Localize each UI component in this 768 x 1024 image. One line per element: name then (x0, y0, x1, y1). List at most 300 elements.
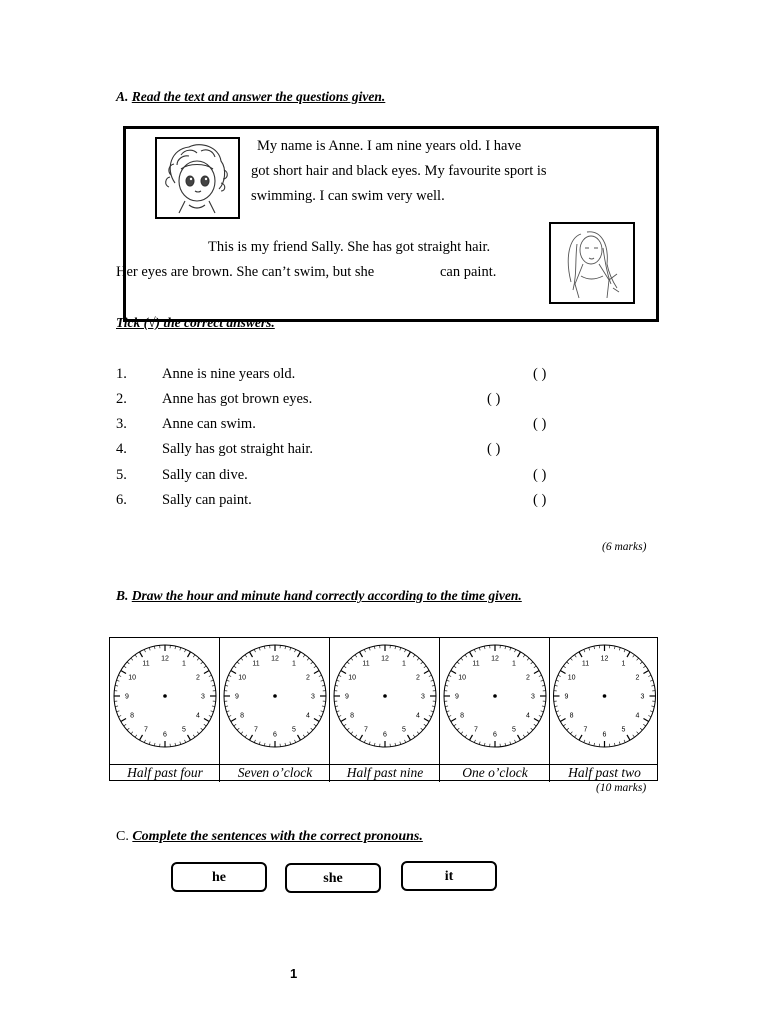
clock-numeral: 4 (525, 712, 530, 720)
minute-tick (226, 680, 229, 681)
minute-tick (127, 662, 129, 664)
minute-tick (431, 680, 434, 681)
clock-numeral: 5 (182, 726, 186, 734)
minute-tick (594, 646, 595, 649)
minute-tick (542, 706, 545, 707)
minute-tick (335, 685, 338, 686)
minute-tick (254, 649, 255, 652)
minute-tick (484, 646, 485, 649)
minute-tick (175, 743, 176, 746)
hour-tick (231, 671, 236, 674)
hour-tick (627, 735, 630, 740)
minute-tick (355, 735, 357, 737)
clock-numeral: 6 (493, 731, 497, 739)
story-line-1: My name is Anne. I am nine years old. I have (257, 138, 522, 154)
minute-tick (226, 711, 229, 712)
hour-tick (424, 719, 429, 722)
hour-tick (470, 652, 473, 657)
clock-numeral: 6 (602, 731, 607, 739)
minute-tick (154, 743, 155, 746)
minute-tick (374, 646, 375, 649)
clock-numeral: 12 (161, 655, 169, 663)
clock-numeral: 5 (621, 726, 626, 734)
minute-tick (144, 740, 145, 743)
answer-bracket[interactable]: ( ) (487, 391, 501, 407)
clock-numeral: 9 (345, 693, 349, 701)
clock-cell (110, 638, 220, 782)
minute-tick (285, 743, 286, 746)
minute-tick (351, 732, 353, 734)
hour-tick (451, 671, 456, 674)
minute-tick (131, 732, 133, 734)
clock-numeral: 10 (238, 674, 246, 682)
clock-numeral: 7 (254, 726, 258, 734)
clock-numeral: 6 (383, 731, 387, 739)
minute-tick (201, 728, 203, 730)
minute-tick (264, 743, 265, 746)
minute-tick (563, 724, 565, 726)
minute-tick (624, 740, 625, 743)
clock-numeral: 9 (455, 693, 459, 701)
minute-tick (351, 658, 353, 660)
minute-tick (234, 724, 236, 726)
minute-tick (454, 724, 456, 726)
question-row: 2. Anne has got brown eyes. ( ) (116, 391, 501, 407)
minute-tick (400, 742, 401, 745)
minute-tick (175, 646, 176, 649)
minute-tick (417, 732, 419, 734)
minute-tick (395, 743, 396, 746)
section-b-letter: B. (116, 588, 129, 603)
hour-tick (360, 735, 363, 740)
minute-tick (209, 716, 212, 717)
minute-tick (534, 666, 536, 668)
clock-face[interactable] (550, 638, 659, 764)
minute-tick (259, 742, 260, 745)
story-line-5b: can paint. (440, 264, 497, 280)
minute-tick (413, 735, 415, 737)
minute-tick (338, 675, 341, 676)
minute-tick (118, 675, 121, 676)
clock-label: Seven o’clock (237, 765, 313, 780)
minute-tick (614, 646, 615, 649)
minute-tick (619, 742, 620, 745)
pronoun-box-she[interactable]: she (285, 863, 381, 893)
minute-tick (212, 706, 215, 707)
hour-tick (424, 671, 429, 674)
minute-tick (465, 735, 467, 737)
minute-tick (421, 728, 423, 730)
minute-tick (344, 724, 346, 726)
minute-tick (424, 724, 426, 726)
section-c-letter: C. (116, 829, 129, 844)
minute-tick (567, 728, 569, 730)
minute-tick (614, 743, 615, 746)
section-a-letter: A. (116, 89, 129, 104)
minute-tick (347, 662, 349, 664)
hour-tick (341, 671, 346, 674)
minute-tick (515, 740, 516, 743)
minute-tick (124, 666, 126, 668)
page-number: 1 (290, 966, 298, 981)
hour-tick (579, 652, 582, 657)
clock-center-dot (603, 694, 607, 698)
minute-tick (135, 655, 137, 657)
section-b-heading (116, 588, 522, 604)
minute-tick (446, 711, 449, 712)
minute-tick (319, 716, 322, 717)
minute-tick (314, 724, 316, 726)
clock-numeral: 5 (402, 726, 406, 734)
minute-tick (322, 685, 325, 686)
hour-tick (188, 652, 191, 657)
clock-numeral: 10 (348, 674, 356, 682)
minute-tick (225, 706, 228, 707)
clock-numeral: 8 (350, 712, 355, 720)
clock-numeral: 9 (235, 693, 239, 701)
minute-tick (637, 658, 639, 660)
minute-tick (322, 706, 325, 707)
answer-bracket[interactable]: ( ) (533, 467, 547, 483)
minute-tick (445, 706, 448, 707)
clock-numeral: 2 (195, 674, 200, 682)
minute-tick (531, 662, 533, 664)
clock-numeral: 12 (271, 655, 279, 663)
minute-tick (264, 646, 265, 649)
minute-tick (539, 716, 542, 717)
minute-tick (295, 649, 296, 652)
minute-tick (135, 735, 137, 737)
clock-cell (550, 638, 660, 782)
story-line-5a: Her eyes are brown. She can’t swim, but she (116, 264, 375, 280)
answer-bracket[interactable]: ( ) (533, 366, 547, 382)
tick-instruction: Tick (√) the correct answers. (116, 315, 275, 330)
minute-tick (116, 711, 119, 712)
minute-tick (584, 740, 585, 743)
section-a-heading (116, 89, 385, 105)
story-line-4: This is my friend Sally. She has got straight hair. (208, 239, 491, 255)
minute-tick (541, 680, 544, 681)
anne-portrait (155, 137, 240, 219)
minute-tick (589, 742, 590, 745)
minute-tick (364, 740, 365, 743)
clock-numeral: 5 (512, 726, 516, 734)
minute-tick (115, 685, 118, 686)
minute-tick (637, 732, 639, 734)
clock-cell (220, 638, 330, 782)
minute-tick (241, 732, 243, 734)
hour-tick (298, 735, 301, 740)
minute-tick (234, 666, 236, 668)
hour-tick (314, 719, 319, 722)
minute-tick (534, 724, 536, 726)
hour-tick (298, 652, 301, 657)
pronoun-box-it[interactable]: it (401, 861, 497, 891)
minute-tick (413, 655, 415, 657)
hour-tick (204, 671, 209, 674)
minute-tick (245, 735, 247, 737)
clock-numeral: 12 (381, 655, 389, 663)
minute-tick (144, 649, 145, 652)
minute-tick (127, 728, 129, 730)
minute-tick (197, 732, 199, 734)
minute-tick (650, 680, 653, 681)
clock-numeral: 9 (564, 693, 569, 701)
minute-tick (369, 742, 370, 745)
clock-numeral: 3 (201, 693, 205, 701)
clock-numeral: 5 (292, 726, 296, 734)
minute-tick (254, 740, 255, 743)
minute-tick (558, 716, 561, 717)
clock-face[interactable] (220, 638, 330, 764)
hour-tick (470, 735, 473, 740)
minute-tick (211, 711, 214, 712)
minute-tick (567, 662, 569, 664)
minute-tick (648, 716, 651, 717)
minute-tick (154, 646, 155, 649)
clock-table (109, 637, 658, 781)
clock-numeral: 6 (273, 731, 277, 739)
clock-numeral: 3 (531, 693, 535, 701)
minute-tick (204, 666, 206, 668)
minute-tick (505, 743, 506, 746)
clock-numeral: 10 (458, 674, 466, 682)
minute-tick (531, 728, 533, 730)
minute-tick (338, 716, 341, 717)
clock-numeral: 7 (474, 726, 478, 734)
minute-tick (650, 711, 653, 712)
minute-tick (640, 728, 642, 730)
pronoun-box-he[interactable]: he (171, 862, 267, 892)
minute-tick (336, 680, 339, 681)
minute-tick (180, 742, 181, 745)
clock-cell (330, 638, 440, 782)
minute-tick (461, 658, 463, 660)
hour-tick (250, 735, 253, 740)
clock-numeral: 4 (305, 712, 310, 720)
section-a-marks: (6 marks) (602, 541, 647, 553)
clock-numeral: 2 (415, 674, 420, 682)
minute-tick (589, 647, 590, 650)
minute-tick (245, 655, 247, 657)
hour-tick (534, 719, 539, 722)
minute-tick (555, 706, 558, 707)
minute-tick (542, 685, 545, 686)
minute-tick (432, 706, 435, 707)
clock-numeral: 4 (195, 712, 200, 720)
clock-numeral: 4 (635, 712, 640, 720)
minute-tick (515, 649, 516, 652)
answer-bracket[interactable]: ( ) (533, 492, 547, 508)
sally-portrait (549, 222, 635, 304)
minute-tick (527, 732, 529, 734)
minute-tick (405, 740, 406, 743)
clock-numeral: 3 (421, 693, 425, 701)
hour-tick (314, 671, 319, 674)
minute-tick (118, 716, 121, 717)
minute-tick (619, 647, 620, 650)
answer-bracket[interactable]: ( ) (533, 416, 547, 432)
minute-tick (336, 711, 339, 712)
minute-tick (290, 647, 291, 650)
girl-curly-hair-icon (157, 139, 238, 217)
clock-label: Half past nine (346, 765, 424, 780)
clock-numeral: 2 (635, 674, 640, 682)
hour-tick (579, 735, 582, 740)
clock-center-dot (163, 694, 167, 698)
minute-tick (479, 742, 480, 745)
story-line-2: got short hair and black eyes. My favourite sport is (251, 163, 547, 179)
hour-tick (643, 719, 648, 722)
minute-tick (484, 743, 485, 746)
minute-tick (474, 740, 475, 743)
minute-tick (556, 680, 559, 681)
section-a-title: Read the text and answer the questions given. (131, 89, 386, 104)
hour-tick (341, 719, 346, 722)
minute-tick (570, 658, 572, 660)
minute-tick (523, 655, 525, 657)
minute-tick (193, 655, 195, 657)
clock-numeral: 4 (415, 712, 420, 720)
clock-cell (440, 638, 550, 782)
question-row: 5. Sally can dive. ( ) (116, 467, 547, 483)
minute-tick (321, 711, 324, 712)
clock-numeral: 11 (362, 660, 370, 668)
clock-center-dot (273, 694, 277, 698)
minute-tick (474, 649, 475, 652)
hour-tick (204, 719, 209, 722)
minute-tick (417, 658, 419, 660)
minute-tick (303, 655, 305, 657)
question-row: 6. Sally can paint. ( ) (116, 492, 547, 508)
minute-tick (445, 685, 448, 686)
minute-tick (311, 728, 313, 730)
minute-tick (457, 662, 459, 664)
minute-tick (539, 675, 542, 676)
minute-tick (429, 675, 432, 676)
minute-tick (228, 675, 231, 676)
question-row: 1. Anne is nine years old. ( ) (116, 366, 547, 382)
minute-tick (197, 658, 199, 660)
minute-tick (211, 680, 214, 681)
minute-tick (259, 647, 260, 650)
clock-face[interactable] (330, 638, 440, 764)
minute-tick (429, 716, 432, 717)
minute-tick (648, 675, 651, 676)
minute-tick (321, 680, 324, 681)
minute-tick (307, 658, 309, 660)
minute-tick (237, 728, 239, 730)
minute-tick (124, 724, 126, 726)
minute-tick (209, 675, 212, 676)
minute-tick (457, 728, 459, 730)
minute-tick (185, 649, 186, 652)
question-row: 3. Anne can swim. ( ) (116, 416, 547, 432)
clock-numeral: 8 (460, 712, 465, 720)
clock-numeral: 11 (252, 660, 260, 668)
hour-tick (451, 719, 456, 722)
section-c-title: Complete the sentences with the correct pronouns. (132, 829, 423, 844)
clock-face[interactable] (110, 638, 220, 764)
girl-straight-hair-icon (551, 224, 633, 302)
minute-tick (314, 666, 316, 668)
minute-tick (285, 646, 286, 649)
minute-tick (344, 666, 346, 668)
clock-center-dot (383, 694, 387, 698)
hour-tick (560, 671, 565, 674)
clock-numeral: 8 (130, 712, 135, 720)
hour-tick (518, 652, 521, 657)
minute-tick (465, 655, 467, 657)
minute-tick (454, 666, 456, 668)
minute-tick (505, 646, 506, 649)
clock-numeral: 11 (472, 660, 480, 668)
minute-tick (633, 655, 635, 657)
hour-tick (408, 735, 411, 740)
hour-tick (121, 719, 126, 722)
minute-tick (241, 658, 243, 660)
story-line-3: swimming. I can swim very well. (251, 188, 445, 204)
minute-tick (594, 743, 595, 746)
clock-numeral: 1 (182, 660, 186, 668)
hour-tick (518, 735, 521, 740)
clock-numeral: 3 (311, 693, 315, 701)
minute-tick (584, 649, 585, 652)
minute-tick (640, 662, 642, 664)
clock-numeral: 7 (583, 726, 588, 734)
clock-numeral: 8 (569, 712, 574, 720)
minute-tick (556, 711, 559, 712)
hour-tick (360, 652, 363, 657)
clock-label: Half past two (568, 765, 641, 780)
clock-numeral: 1 (512, 660, 516, 668)
minute-tick (643, 724, 645, 726)
answer-bracket[interactable]: ( ) (487, 441, 501, 457)
minute-tick (149, 647, 150, 650)
minute-tick (461, 732, 463, 734)
clock-numeral: 3 (640, 693, 645, 701)
minute-tick (225, 685, 228, 686)
minute-tick (185, 740, 186, 743)
hour-tick (643, 671, 648, 674)
clock-numeral: 1 (292, 660, 296, 668)
minute-tick (479, 647, 480, 650)
minute-tick (558, 675, 561, 676)
minute-tick (421, 662, 423, 664)
minute-tick (303, 735, 305, 737)
clock-label: One o’clock (462, 765, 528, 780)
minute-tick (374, 743, 375, 746)
clock-face[interactable] (440, 638, 550, 764)
minute-tick (575, 735, 577, 737)
minute-tick (193, 735, 195, 737)
clock-numeral: 12 (491, 655, 499, 663)
clock-numeral: 11 (142, 660, 150, 668)
hour-tick (534, 671, 539, 674)
minute-tick (624, 649, 625, 652)
hour-tick (250, 652, 253, 657)
hour-tick (408, 652, 411, 657)
minute-tick (405, 649, 406, 652)
minute-tick (446, 680, 449, 681)
minute-tick (541, 711, 544, 712)
minute-tick (424, 666, 426, 668)
clock-label: Half past four (127, 765, 203, 780)
minute-tick (335, 706, 338, 707)
minute-tick (448, 675, 451, 676)
minute-tick (311, 662, 313, 664)
clock-numeral: 10 (567, 674, 576, 682)
